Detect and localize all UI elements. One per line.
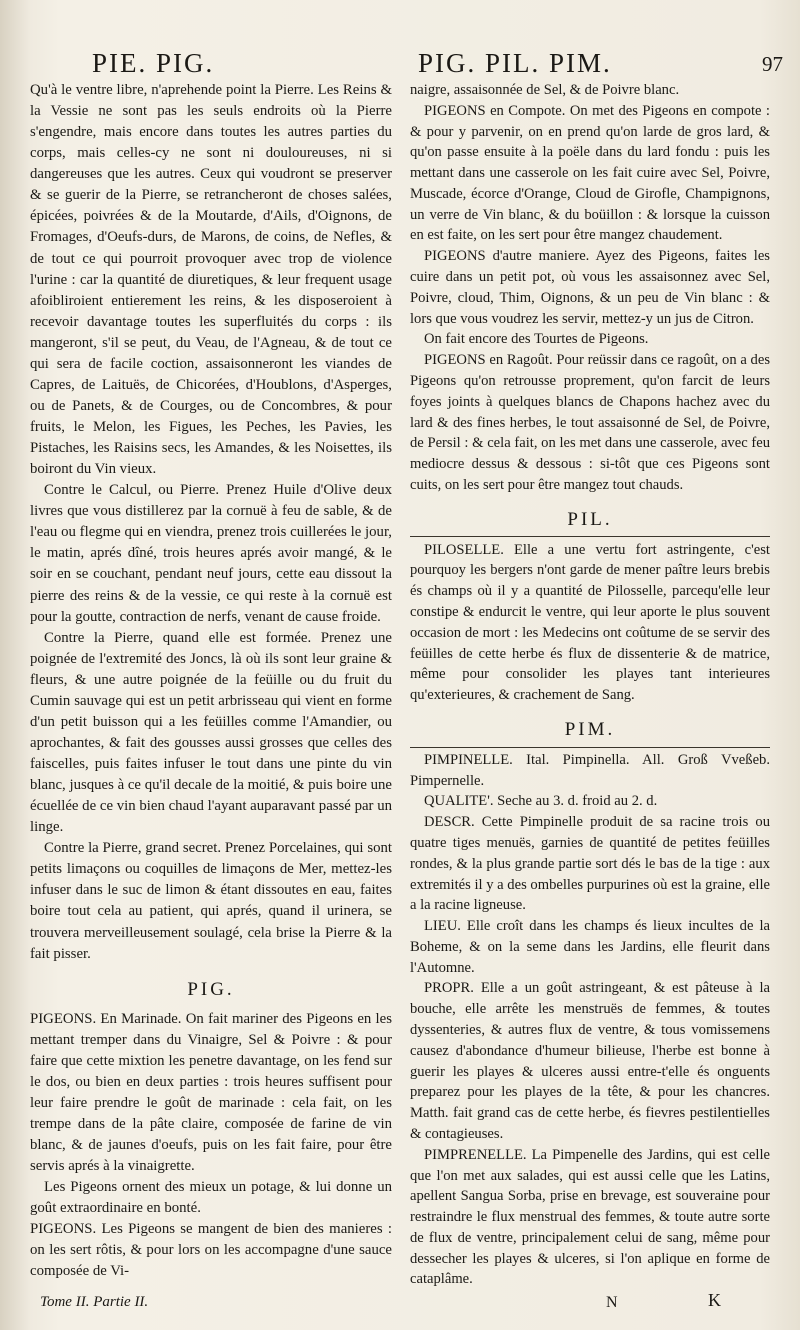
section-heading-label: PIL.: [567, 508, 613, 530]
paragraph: PIGEONS. Les Pigeons se mangent de bien des manieres : on les sert rôtis, & pour lors on les accompagne d'une sauce composée de Vi-: [30, 1221, 392, 1280]
paragraph: PROPR. Elle a un goût astringeant, & est pâteuse à la bouche, elle arrête les menstruës de femmes, & toutes dyssenteries, & autres flux de ventre, & tous vomissemens causez d'abondance d'humeur bilieuse, l'herbe est bonne à guerir les playes & ulceres aussi entre-t'elle és onguents preparez pour les playes de la tête, & pour les chancres. Matth. fait grand cas de cette herbe, és fievres pestilentielles & contagieuses.: [410, 980, 770, 1142]
volume-note: Tome II. Partie II.: [40, 1294, 149, 1310]
paragraph: Contre la Pierre, quand elle est formée. Prenez une poignée de l'extremité des Joncs, là où ils sont leur graine & fleurs, & une autre poignée de la feüille ou du fruit du Cumin sauvage qui est un petit arbrisseau qui vient en forme d'un petit buisson qui a les feüilles comme l'Amandier, ou aprochantes, & fait des gousses aussi grosses que celles des faiscelles, puis faites infuser le tout dans une pinte du vin blanc, jusques à ce qu'il decale de la moitié, & puis boire une écuellée de ce vin bien chaud l'ayant auparavant passé par un linge.: [30, 629, 392, 836]
section-heading-label: PIG.: [187, 978, 235, 1000]
paragraph: Qu'à le ventre libre, n'aprehende point la Pierre. Les Reins & la Vessie ne sont pas les seuls endroits où la Pierre s'engendre, mais encore dans toutes les autres parties du corps, mais celles-cy ne sont ni douloureuses, ni si dangereuses que les autres. Ceux qui voudront se preserver & se guerir de la Pierre, se retrancheront de choses salées, épicées, poivrées & de la Moutarde, d'Ails, d'Oignons, de Fromages, d'Oeufs-durs, de Marons, de coins, de Nefles, & de tout ce qui pourroit provoquer avec trop de violence l'urine : car la quantité de diuretiques, & leur frequent usage afoibliroient entierement les reins, & les disposeroient à recevoir davantage toutes les superfluités du corps : ils mangeront, s'il se peut, du Veau, de l'Agneau, & de tout ce qui sera de facile coction, assaisonneront les viandes de Capres, de Laituës, de Chicorées, d'Houblons, d'Asperges, ou de Panets, & de Courges, ou de Concombres, & pour fruits, le Melon, les Figues, les Peches, les Pavies, les Pistaches, les Raisins secs, les Amandes, & les Noisettes, ils boiront du Vin vieux.: [30, 82, 392, 478]
paragraph: PIMPINELLE. Ital. Pimpinella. All. Groß Vveßeb. Pimpernelle.: [410, 751, 770, 789]
section-rule: [410, 747, 770, 748]
right-column: [410, 80, 770, 1290]
section-rule: [410, 536, 770, 537]
paragraph: On fait encore des Tourtes de Pigeons.: [424, 331, 649, 348]
paragraph: PIGEONS en Ragoût. Pour reüssir dans ce ragoût, on a des Pigeons qu'on retrousse proprement, qu'on farcit de leurs foyes joints à quelques blancs de Chapons hachez avec du lard & des fines herbes, le tout assaisonné de Sel, de Poivre, de Persil : & cela fait, on les met dans une casserole, avec feu mediocre dessus & dessous : si-tôt que ces Pigeons sont cuits, on les sert pour être mangez tout chauds.: [410, 352, 770, 493]
paragraph: PIMPRENELLE. La Pimpenelle des Jardins, qui est celle que l'on met aux salades, qui est aussi celle que les Latins, apellent Sangua Sorba, prise en brevage, est souveraine pour restraindre le flux menstrual des femmes, & toute autre sorte de flux de ventre, principalement celui de sang, même pour dessecher les playes & ulceres, si l'on aplique en forme de cataplâme.: [410, 1146, 770, 1288]
paragraph: PIGEONS d'autre maniere. Ayez des Pigeons, faites les cuire dans un petit pot, où vous les assaisonnez avec Sel, Poivre, cloud, Thim, Oignons, & un peu de Vin blanc : & lors que vous voudrez les servir, mettez-y un jus de Citron.: [410, 248, 770, 327]
section-heading: [410, 720, 770, 742]
paragraph: LIEU. Elle croît dans les champs és lieux incultes de la Boheme, & on la seme dans les Jardins, elle fleurit dans l'Automne.: [410, 918, 770, 976]
paragraph: DESCR. Cette Pimpinelle produit de sa racine trois ou quatre tiges menuës, garnies de quantité de petites feüilles rondes, & la plus grande partie sort dés le bas de la tige : aux extremités il y a des ombelles purpurines où est la graine, elle a la racine ligneuse.: [410, 814, 770, 914]
left-column: [30, 80, 392, 1282]
paragraph: naigre, assaisonnée de Sel, & de Poivre blanc.: [410, 82, 680, 98]
signature-mark: N: [606, 1294, 618, 1311]
paragraph: Contre la Pierre, grand secret. Prenez Porcelaines, qui sont petits limaçons ou coquilles de limaçons de Mer, mettez-les infuser dans le suc de limon & étant dissoutes en eau, faites boire tout cela au patient, qui aprés, quand il urinera, se trouvera merveilleusement soulagé, cela brise la Pierre & la fait pisser.: [30, 840, 392, 962]
header-left: PIE. PIG.: [92, 48, 215, 78]
section-heading: [30, 979, 392, 1001]
paragraph: Les Pigeons ornent des mieux un potage, & lui donne un goût extraordinaire en bonté.: [30, 1179, 392, 1217]
header-right: PIG. PIL. PIM.: [418, 48, 612, 78]
paragraph: PIGEONS. En Marinade. On fait mariner des Pigeons en les mettant tremper dans du Vinaigre, Sel & Poivre : & pour faire que cette mixtion les penetre davantage, on les fend sur le dos, ou bien en deux parties : trois heures suffisent pour leur faire prendre le goût de marinade : cela fait, on les trempe dans de la pâte claire, composée de farine de vin blanc, & de jaunes d'oeufs, puis on les fait faire, pour être servis aprés à la vinaigrette.: [30, 1010, 392, 1175]
catchword: K: [708, 1290, 721, 1310]
page-footer: [0, 1290, 800, 1320]
page-number: 97: [762, 52, 783, 76]
paragraph: QUALITE'. Seche au 3. d. froid au 2. d.: [424, 793, 658, 810]
section-heading-label: PIM.: [564, 718, 616, 740]
paragraph: PILOSELLE. Elle a une vertu fort astringente, c'est pourquoy les bergers n'ont garde de mener paître leurs brebis és champs où il y a quantité de Pilosselle, parcequ'elle leur constipe & endurcit le ventre, qui leur aporte le plus souvent occasion de mort : les Medecins ont coûtume de se servir des feüilles de cette herbe és flux de dissenterie & de matrice, même pour consolider les playes tant interieures qu'exterieures, & crachement de Sang.: [410, 541, 770, 704]
section-heading: [410, 510, 770, 532]
paragraph: PIGEONS en Compote. On met des Pigeons en compote : & pour y parvenir, on en prend qu'on larde de gros lard, & qu'on passe ensuite à la poële dans du lard fondu : puis les mettant dans une casserole on les fait cuire avec Sel, Poivre, Muscade, écorce d'Orange, Cloud de Girofle, Champignons, un verre de Vin blanc, & du boüillon : & lorsque la cuisson en est faite, on les sert pour être mangez chaudement.: [410, 102, 770, 244]
running-header: [0, 48, 800, 82]
paragraph: Contre le Calcul, ou Pierre. Prenez Huile d'Olive deux livres que vous distillerez par la cornuë à feu de sable, & de l'eau ou flegme qui en viendra, prenez trois cuillerées le jour, le matin, aprés dîné, trois heures aprés avoir mangé, & le soir en se couchant, pendant neuf jours, cette eau dissout la pierre des reins & de la vessie, ce qui reste à la cornuë est pour la goutte, contraction de nerfs, venant de cause froide.: [30, 482, 392, 625]
